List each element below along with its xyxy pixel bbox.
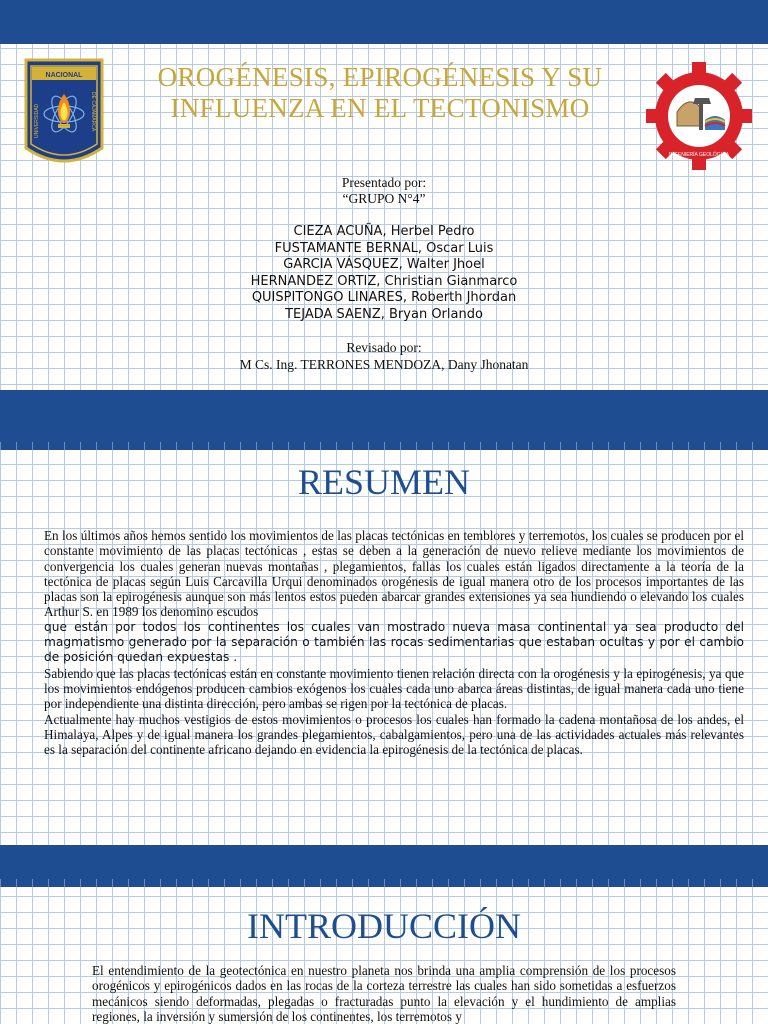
member-name: QUISPITONGO LINARES, Roberth Jhordan <box>251 290 517 306</box>
members-list <box>134 224 634 324</box>
resumen-paragraph: que están por todos los continentes los cuales van mostrado nueva masa continental ya sea producto del magmatismo generado por la separación o también las rocas sedimentarias que estaban ocultas y por el cambio de posición quedan expuestas . <box>44 619 744 665</box>
page-divider-band <box>0 845 768 887</box>
member-name: TEJADA SAENZ, Bryan Orlando <box>285 306 483 322</box>
page-divider-band <box>0 390 768 450</box>
title-line-2: INFLUENZA EN EL TECTONISMO <box>170 93 590 123</box>
top-banner <box>0 0 768 44</box>
document-title <box>120 62 640 124</box>
logo-top-text: NACIONAL <box>45 72 83 79</box>
title-line-1: OROGÉNESIS, EPIROGÉNESIS Y SU <box>157 62 603 92</box>
gear-ring-text: INGENIERÍA GEOLÓGICA <box>668 152 730 158</box>
university-logo <box>22 56 106 174</box>
presented-label: Presentado por: <box>341 175 427 190</box>
university-shield-icon <box>22 56 106 174</box>
introduccion-paragraph: El entendimiento de la geotectónica en nuestro planeta nos brinda una amplia comprensión de los procesos orogénicos y epirogénicos dados en las rocas de la corteza terrestre las cuales han sido sometidas a esfuerzos mecánicos siendo deformadas, plegadas o fracturadas punto la elevación y el hundimiento de amplias regiones, la inversión y sumersión de los continentes, los terremotos y <box>92 963 676 1024</box>
logo-right-text: DE CAJAMARCA <box>90 92 96 132</box>
resumen-paragraph: Actualmente hay muchos vestigios de estos movimientos o procesos los cuales han formado la cadena montañosa de los andes, el Himalaya, Alpes y de igual manera los grandes plegamientos, cabalgamientos, pero una de las actividades actuales más relevantes es la separación del continente africano dejando en evidencia la epirogénesis de la tectónica de placas. <box>44 711 744 758</box>
introduccion-heading: INTRODUCCIÓN <box>247 906 521 946</box>
resumen-heading: RESUMEN <box>297 462 471 502</box>
reviewed-label: Revisado por: <box>346 340 422 355</box>
geology-gear-icon <box>646 60 752 172</box>
introduccion-body <box>92 963 676 1024</box>
presented-by-block <box>184 175 584 207</box>
faculty-logo <box>646 60 752 172</box>
resumen-paragraph: En los últimos años hemos sentido los movimientos de las placas tectónicas en temblores y terremotos, los cuales se producen por el constante movimiento de las placas tectónicas , estas se deben a la generación de nuevo relieve mediante los movimientos de convergencia los cuales generan nuevas montañas , plegamientos, fallas los cuales están ligados directamente a la teoría de la tectónica de placas según Luis Carcavilla Urqui denominados orogénesis de igual manera otro de los procesos importantes de las placas son la epirogénesis aunque son más lentos estos pueden abarcar grandes extensiones ya sea hundiendo o elevando los cuales Arthur S. en 1989 los denomino escudos <box>44 528 744 620</box>
member-name: GARCIA VÁSQUEZ, Walter Jhoel <box>283 257 485 273</box>
reviewer-name: M Cs. Ing. TERRONES MENDOZA, Dany Jhonatan <box>239 357 529 372</box>
member-name: FUSTAMANTE BERNAL, Oscar Luis <box>274 240 494 256</box>
resumen-paragraph: Sabiendo que las placas tectónicas están en constante movimiento tienen relación directa con la orogénesis y la epirogénesis, ya que los movimientos endógenos producen cambios exógenos los cuales cada uno abarca áreas distintas, de igual manera cada uno tiene por independiente una distinta dirección, pero ambas se rigen por la tectónica de placas. <box>44 665 744 712</box>
group-name: “GRUPO N°4” <box>342 191 426 206</box>
member-name: HERNANDEZ ORTIZ, Christian Gianmarco <box>250 273 518 289</box>
member-name: CIEZA ACUÑA, Herbel Pedro <box>293 224 475 239</box>
logo-left-text: UNIVERSIDAD <box>34 103 40 138</box>
reviewed-by-block <box>134 339 634 373</box>
resumen-body <box>44 528 744 757</box>
